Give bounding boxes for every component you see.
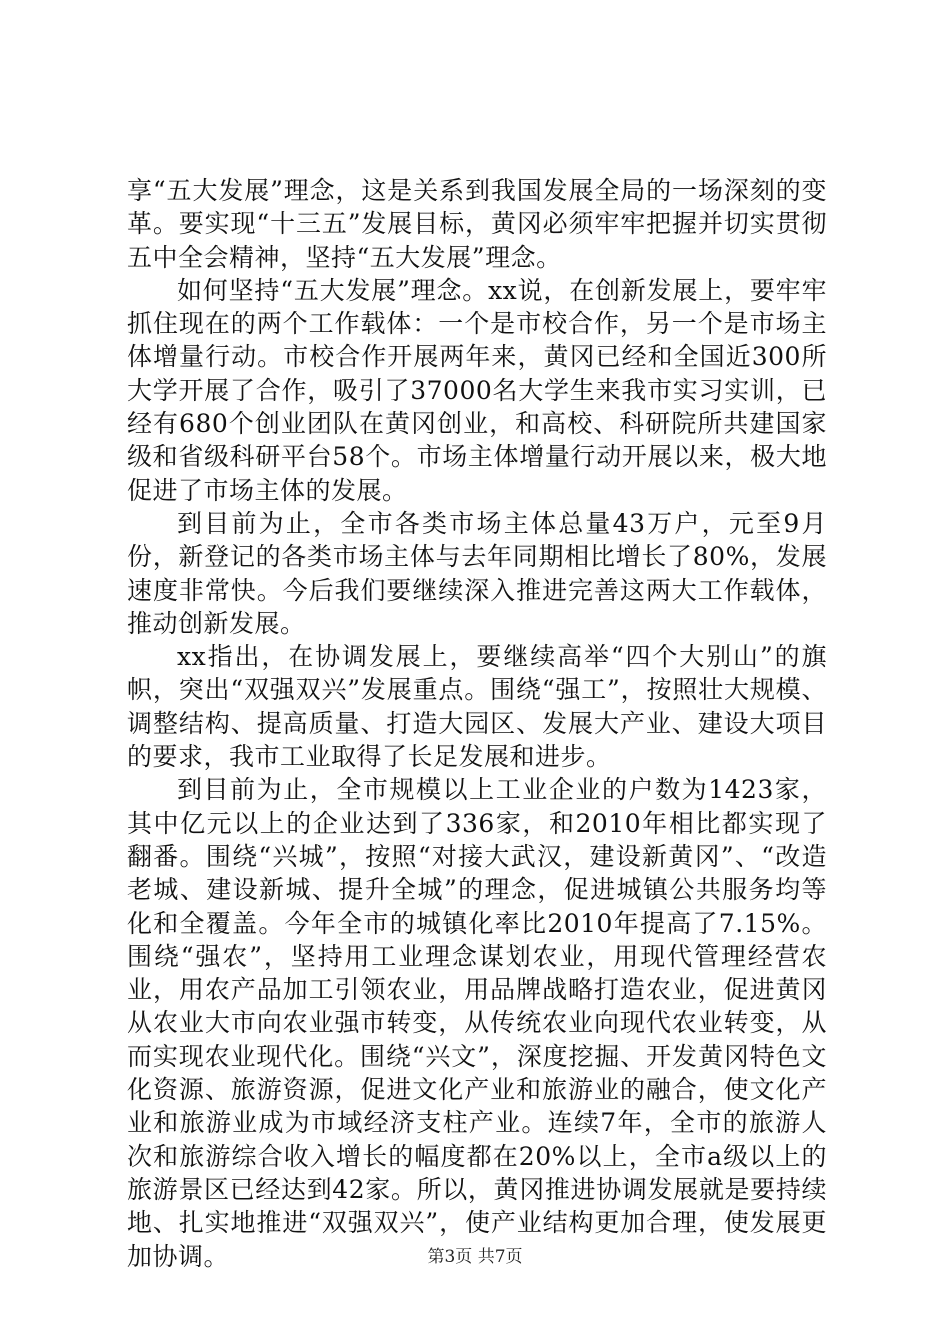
page-footer: 第3页 共7页	[427, 1247, 523, 1267]
paragraph-coordination: xx指出，在协调发展上，要继续高举“四个大别山”的旗帜，突出“双强双兴”发展重点。围绕“强工”，按照壮大规模、调整结构、提高质量、打造大园区、发展大产业、建设大项目的要求，我市工业取得了长足发展和进步。	[127, 642, 827, 772]
paragraph-market-entities: 到目前为止，全市各类市场主体总量43万户，元至9月份，新登记的各类市场主体与去年同期相比增长了80%，发展速度非常快。今后我们要继续深入推进完善这两大工作载体，推动创新发展。	[127, 508, 827, 638]
paragraph-industry: 到目前为止，全市规模以上工业企业的户数为1423家，其中亿元以上的企业达到了336家，和2010年相比都实现了翻番。围绕“兴城”，按照“对接大武汉，建设新黄冈”、“改造老城、建设新城、提升全城”的理念，促进城镇公共服务均等化和全覆盖。今年全市的城镇化率比2010年提高了7.15%。围绕“强农”，坚持用工业理念谋划农业，用现代管理经营农业，用农产品加工引领农业，用品牌战略打造农业，促进黄冈从农业大市向农业强市转变，从传统农业向现代农业转变，从而实现农业现代化。围绕“兴文”，深度挖掘、开发黄冈特色文化资源、旅游资源，促进文化产业和旅游业的融合，使文化产业和旅游业成为市域经济支柱产业。连续7年，全市的旅游人次和旅游综合收入增长的幅度都在20%以上，全市a级以上的旅游景区已经达到42家。所以，黄冈推进协调发展就是要持续地、扎实地推进“双强双兴”，使产业结构更加合理，使发展更加协调。	[127, 775, 827, 1271]
body-text	[127, 174, 827, 1273]
paragraph-continued: 享“五大发展”理念，这是关系到我国发展全局的一场深刻的变革。要实现“十三五”发展目标，黄冈必须牢牢把握并切实贯彻五中全会精神，坚持“五大发展”理念。	[127, 176, 827, 272]
paragraph-innovation: 如何坚持“五大发展”理念。xx说，在创新发展上，要牢牢抓住现在的两个工作载体：一个是市校合作，另一个是市场主体增量行动。市校合作开展两年来，黄冈已经和全国近300所大学开展了合作，吸引了37000名大学生来我市实习实训，已经有680个创业团队在黄冈创业，和高校、科研院所共建国家级和省级科研平台58个。市场主体增量行动开展以来，极大地促进了市场主体的发展。	[127, 275, 827, 505]
